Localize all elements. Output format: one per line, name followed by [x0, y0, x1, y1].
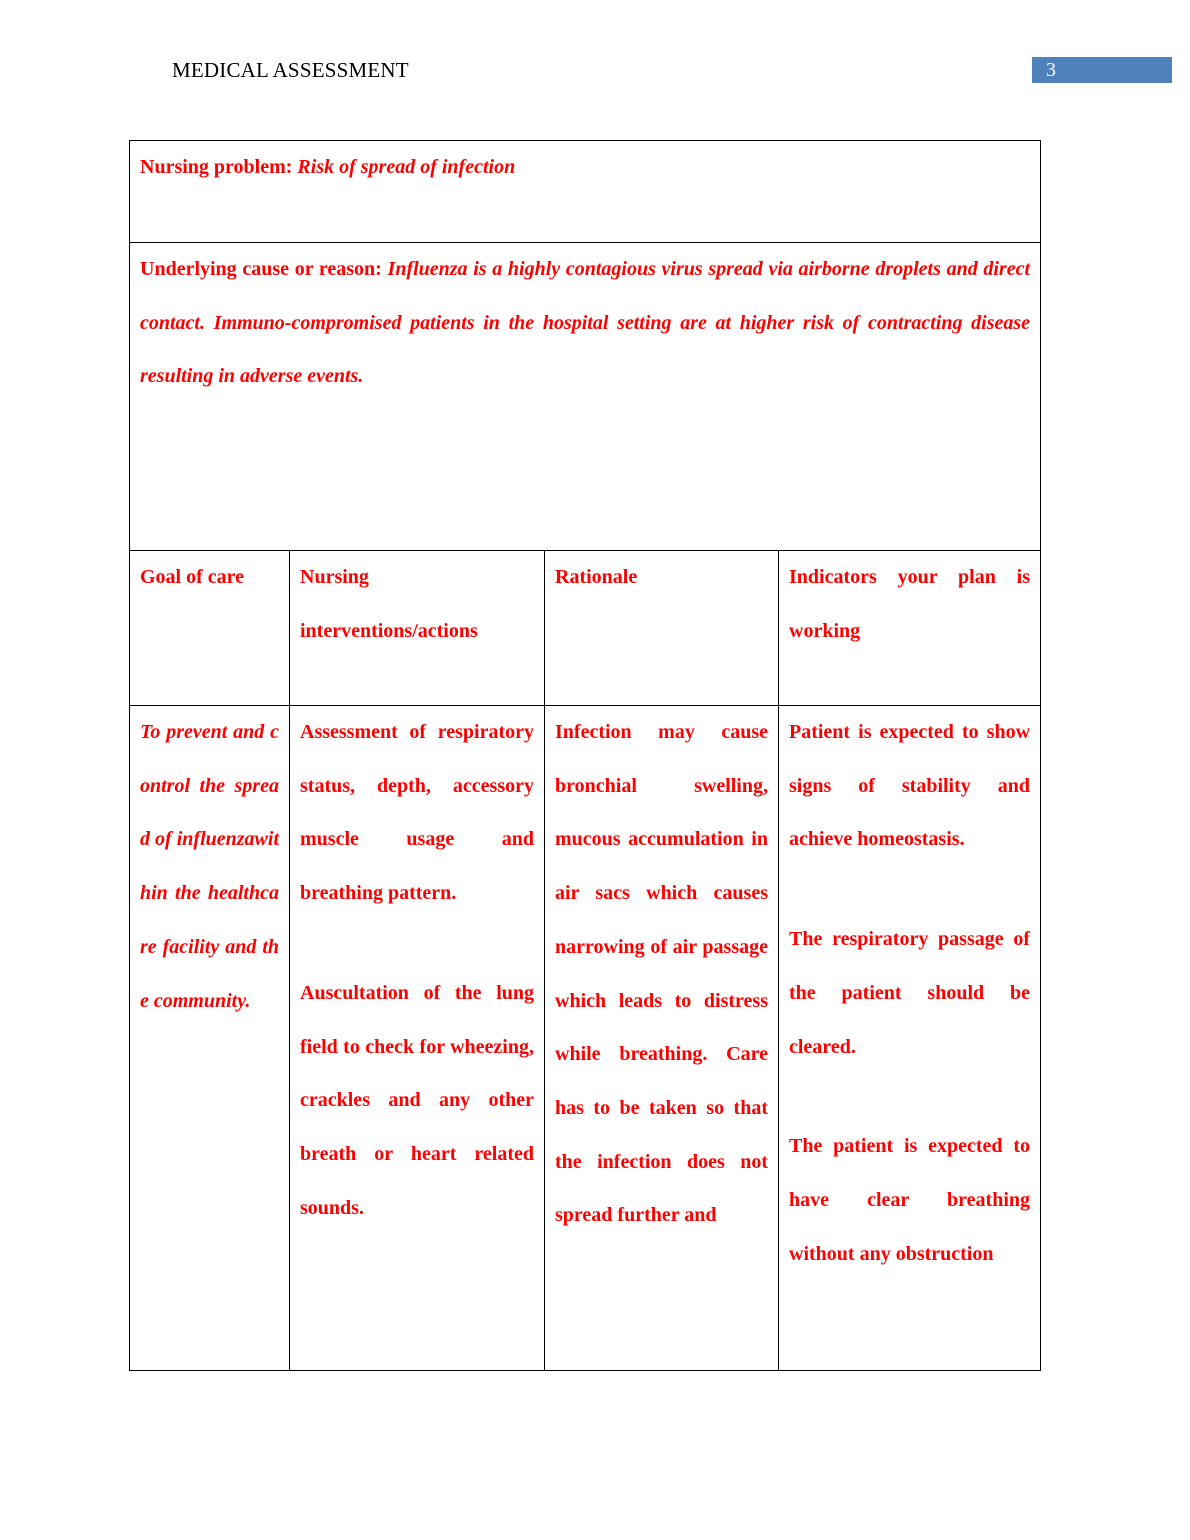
header-interventions: Nursing interventions/actions — [290, 551, 545, 706]
underlying-cause-cell — [130, 243, 1041, 551]
indicators-cell — [779, 706, 1041, 1371]
page-number: 3 — [1032, 57, 1172, 83]
rationale-cell: Infection may cause bronchial swelling, mucous accumulation in air sacs which causes narrowing of air passage which leads to distress while breathing. Care has to be taken so that the infection does not spread further and — [545, 706, 779, 1371]
goal-cell: To prevent and control the spread of influenzawithin the healthcare facility and the community. — [130, 706, 290, 1371]
underlying-cause-row — [130, 243, 1041, 551]
indicator-item: The respiratory passage of the patient should be cleared. — [789, 928, 1031, 1058]
underlying-cause-value: Influenza is a highly contagious virus spread via airborne droplets and direct contact. Immuno-compromised patients in the hospital setting are at higher risk of contracting disease resulting in adverse events. — [140, 258, 1031, 388]
column-header-row — [130, 551, 1041, 706]
header-rationale: Rationale — [545, 551, 779, 706]
nursing-problem-value: Risk of spread of infection — [297, 156, 516, 178]
running-head: MEDICAL ASSESSMENT — [172, 58, 409, 82]
intervention-item: Auscultation of the lung field to check for wheezing, crackles and any other breath or heart related sounds. — [300, 981, 534, 1219]
underlying-cause-label: Underlying cause or reason: — [140, 258, 382, 280]
indicator-item: The patient is expected to have clear breathing without any obstruction — [789, 1135, 1031, 1265]
nursing-problem-label: Nursing problem: — [140, 156, 293, 178]
nursing-problem-row — [130, 141, 1041, 243]
care-plan-table — [129, 140, 1041, 1371]
indicator-item: Patient is expected to show signs of stability and achieve homeostasis. — [789, 721, 1031, 851]
nursing-problem-cell — [130, 141, 1041, 243]
care-plan-body-row — [130, 706, 1041, 1371]
intervention-item: Assessment of respiratory status, depth, accessory muscle usage and breathing pattern. — [300, 721, 534, 905]
interventions-cell — [290, 706, 545, 1371]
header-indicators: Indicators your plan is working — [779, 551, 1041, 706]
header-goal: Goal of care — [130, 551, 290, 706]
